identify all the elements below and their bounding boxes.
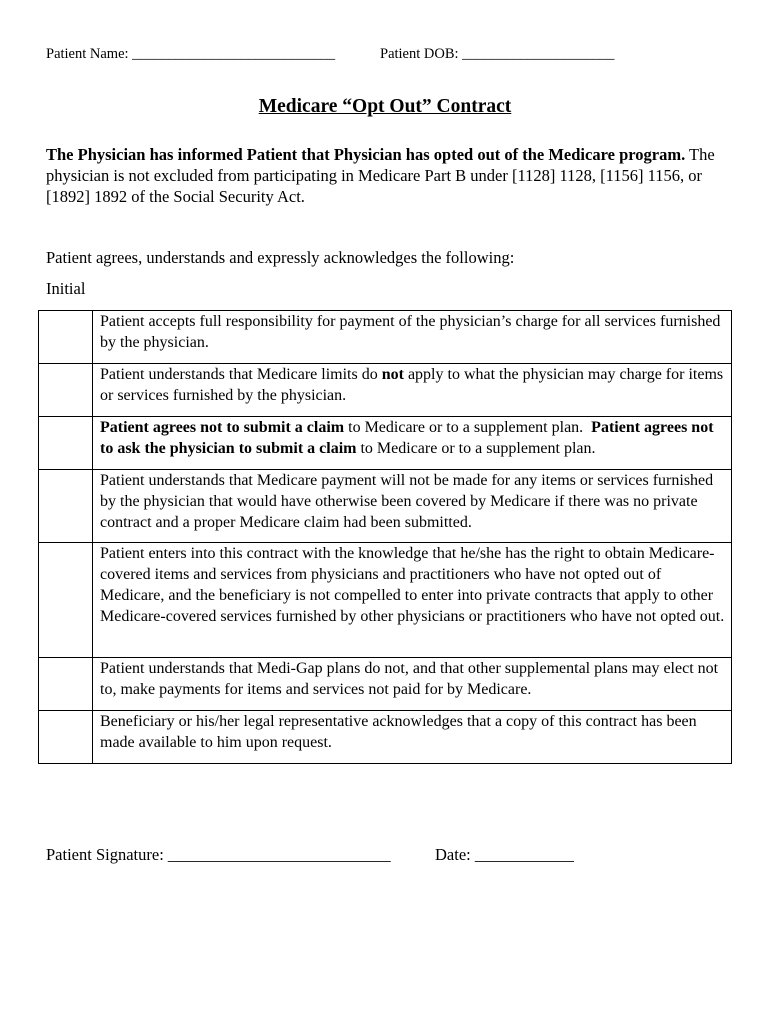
row-text: Patient agrees not to submit a claim to Medicare or to a supplement plan. Patient agrees not to ask the physician to submit a claim to Medicare or to a supplement plan. [93,417,732,470]
table-row [39,658,732,711]
patient-signature-label: Patient Signature: [46,845,164,864]
agreement-line: Patient agrees, understands and expressly acknowledges the following: [46,248,515,267]
row-text: Patient understands that Medi-Gap plans do not, and that other supplemental plans may elect not to, make payments for items and services not paid for by Medicare. [93,658,732,711]
table-row [39,470,732,543]
intro-text: The physician is not excluded from participating in Medicare Part B under [1128] 1128, [1156] 1156, or [1892] 1892 of the Social Security Act. [46,145,715,206]
initial-cell[interactable] [39,417,93,470]
initial-cell[interactable] [39,711,93,764]
intro-paragraph [46,144,736,207]
acknowledgement-table [38,310,732,764]
table-row [39,364,732,417]
initial-cell[interactable] [39,543,93,658]
emphasis-no-ask: Patient agrees not to ask the physician to submit a claim [100,419,714,457]
patient-dob-field[interactable] [380,46,614,63]
initial-cell[interactable] [39,311,93,364]
row-text: Patient understands that Medicare limits do not apply to what the physician may charge for items or services furnished by the physician. [93,364,732,417]
initial-cell[interactable] [39,470,93,543]
initial-label: Initial [46,279,86,298]
row-text: Patient enters into this contract with the knowledge that he/she has the right to obtain Medicare-covered items and services from physicians and practitioners who have not opted out of Medicare, and the beneficiary is not compelled to enter into private contracts that apply to other Medicare-covered services furnished by other physicians or practitioners who have not opted out. [93,543,732,658]
patient-dob-label: Patient DOB: [380,46,459,62]
date-blank[interactable]: ____________ [474,845,574,864]
initial-cell[interactable] [39,658,93,711]
row-text: Beneficiary or his/her legal representative acknowledges that a copy of this contract has been made available to him upon request. [93,711,732,764]
row-text: Patient understands that Medicare payment will not be made for any items or services furnished by the physician that would have otherwise been covered by Medicare if there was no private contract and a proper Medicare claim had been submitted. [93,470,732,543]
patient-signature-field[interactable] [46,845,391,865]
patient-name-field[interactable] [46,46,335,63]
patient-signature-blank[interactable]: ___________________________ [167,845,391,864]
initial-cell[interactable] [39,364,93,417]
table-row [39,711,732,764]
row-text: Patient accepts full responsibility for payment of the physician’s charge for all services furnished by the physician. [93,311,732,364]
emphasis-not: not [381,366,404,383]
table-row [39,543,732,658]
table-row [39,311,732,364]
patient-name-blank[interactable]: ____________________________ [132,46,336,62]
document-title: Medicare “Opt Out” Contract [258,96,512,117]
emphasis-no-claim: Patient agrees not to submit a claim [100,419,345,436]
table-row [39,417,732,470]
intro-bold-text: The Physician has informed Patient that Physician has opted out of the Medicare program. [46,145,686,164]
date-field[interactable] [435,845,574,865]
patient-name-label: Patient Name: [46,46,129,62]
date-label: Date: [435,845,471,864]
patient-dob-blank[interactable]: _____________________ [462,46,615,62]
